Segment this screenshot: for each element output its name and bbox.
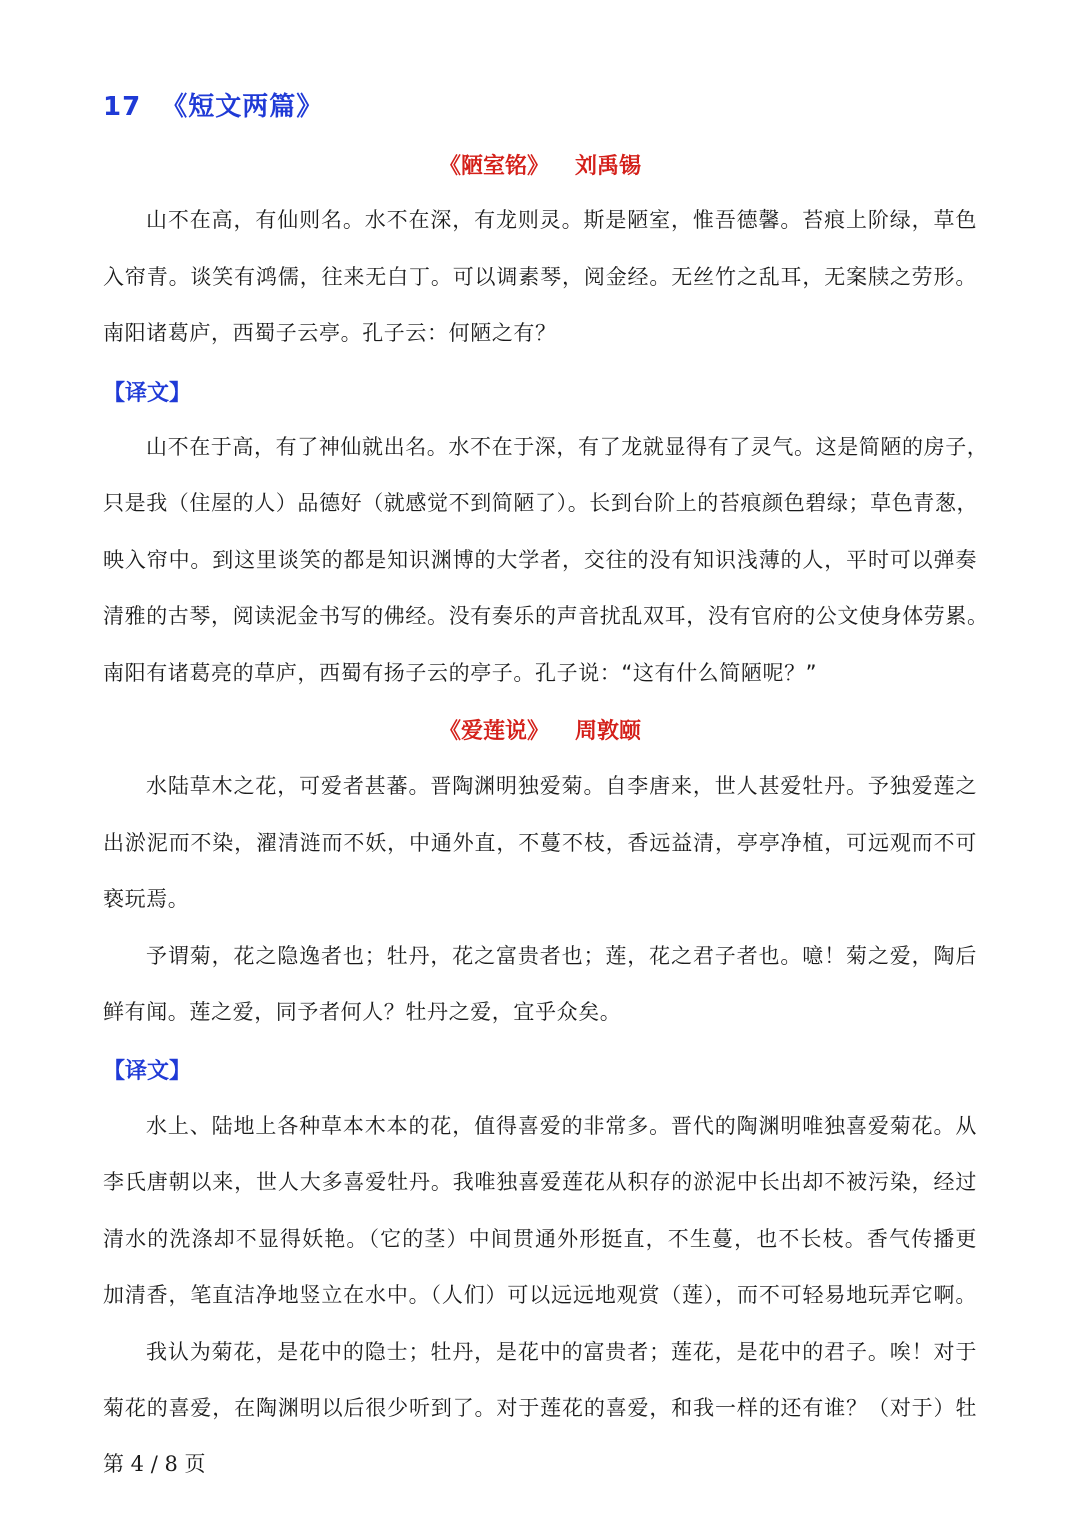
page-number: 第 4 / 8 页	[103, 1452, 206, 1476]
translation-line: 只是我（住屋的人）品德好（就感觉不到简陋了）。长到台阶上的苔痕颜色碧绿；草色青葱，	[103, 491, 979, 515]
text-line: 水陆草木之花，可爱者甚蕃。晋陶渊明独爱菊。自李唐来，世人甚爱牡丹。予独爱莲之	[146, 774, 977, 798]
translation-line: 水上、陆地上各种草本木本的花，值得喜爱的非常多。晋代的陶渊明唯独喜爱菊花。从	[146, 1114, 977, 1138]
chapter-number: 17	[103, 92, 142, 122]
translation-line: 清水的洗涤却不显得妖艳。（它的茎）中间贯通外形挺直，不生蔓，也不长枝。香气传播更	[103, 1227, 977, 1251]
translation-line: 我认为菊花，是花中的隐士；牡丹，是花中的富贵者；莲花，是花中的君子。唉！对于	[146, 1340, 977, 1364]
text-line: 山不在高，有仙则名。水不在深，有龙则灵。斯是陋室，惟吾德馨。苔痕上阶绿，草色	[146, 208, 977, 232]
text-line: 入帘青。谈笑有鸿儒，往来无白丁。可以调素琴，阅金经。无丝竹之乱耳，无案牍之劳形。	[103, 265, 977, 289]
work-title: 《爱莲说》	[438, 719, 549, 744]
text-line: 出淤泥而不染，濯清涟而不妖，中通外直，不蔓不枝，香远益清，亭亭净植，可远观而不可	[103, 831, 977, 855]
work-author: 周敦颐	[575, 719, 642, 744]
work-heading-ailianshuo	[0, 714, 1080, 745]
translation-line: 菊花的喜爱，在陶渊明以后很少听到了。对于莲花的喜爱，和我一样的还有谁？（对于）牡	[103, 1396, 977, 1420]
translation-line: 山不在于高，有了神仙就出名。水不在于深，有了龙就显得有了灵气。这是简陋的房子，	[146, 435, 989, 459]
text-line: 南阳诸葛庐，西蜀子云亭。孔子云：何陋之有？	[103, 321, 557, 345]
work-author: 刘禹锡	[575, 154, 642, 179]
text-line: 予谓菊，花之隐逸者也；牡丹，花之富贵者也；莲，花之君子者也。噫！菊之爱，陶后	[146, 944, 977, 968]
text-line: 鲜有闻。莲之爱，同予者何人？牡丹之爱，宜乎众矣。	[103, 1000, 622, 1024]
translation-line: 南阳有诸葛亮的草庐，西蜀有扬子云的亭子。孔子说：“这有什么简陋呢？”	[103, 661, 818, 685]
chapter-name: 《短文两篇》	[161, 92, 324, 122]
translation-line: 李氏唐朝以来，世人大多喜爱牡丹。我唯独喜爱莲花从积存的淤泥中长出却不被污染，经过	[103, 1170, 977, 1194]
chapter-title	[103, 86, 323, 123]
work-title: 《陋室铭》	[438, 154, 549, 179]
work-heading-loushiming	[0, 149, 1080, 180]
translation-label: 【译文】	[103, 381, 192, 406]
translation-line: 映入帘中。到这里谈笑的都是知识渊博的大学者，交往的没有知识浅薄的人，平时可以弹奏	[103, 548, 977, 572]
translation-label: 【译文】	[103, 1059, 192, 1084]
text-line: 亵玩焉。	[103, 887, 190, 911]
translation-line: 清雅的古琴，阅读泥金书写的佛经。没有奏乐的声音扰乱双耳，没有官府的公文使身体劳累。	[103, 604, 989, 628]
translation-line: 加清香，笔直洁净地竖立在水中。（人们）可以远远地观赏（莲），而不可轻易地玩弄它啊。	[103, 1283, 977, 1307]
